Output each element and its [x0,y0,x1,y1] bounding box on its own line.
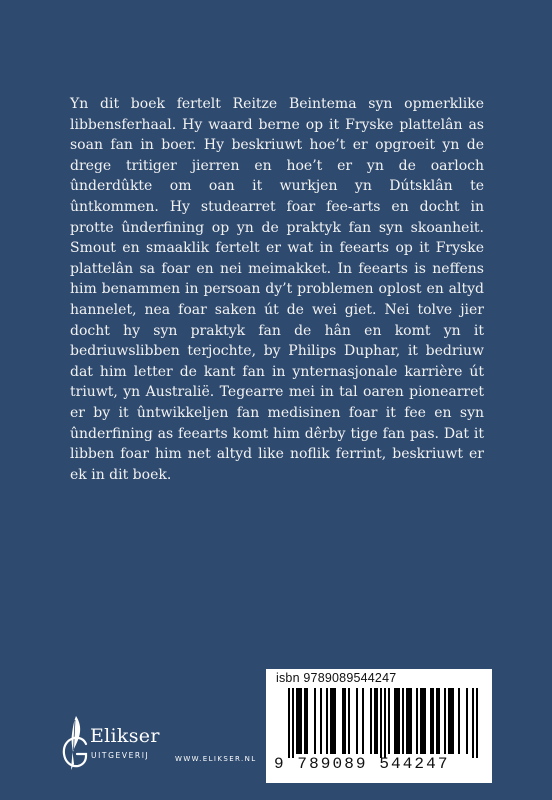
barcode-bar [458,688,460,754]
barcode-bar [304,688,306,754]
barcode-bar [388,688,390,754]
barcode-bar [326,688,328,754]
blurb-text: Yn dit boek fertelt Reitze Beintema syn opmerklike libbensferhaal. Hy waard berne op it Fryske plattelân as soan fan in boer. Hy beskriuwt hoe’t er opgroeit yn de drege tritiger jierren en hoe’t er yn de oarloch ûnderdûkte om oan it wurkjen yn Dútsklân te ûntkommen. Hy studearret foar fee-arts en docht in protte ûnderfining op yn de praktyk fan syn skoanheit. Smout en smaaklik fertelt er wat in feearts op it Fryske plattelân sa foar en nei meimakket. In feearts is neffens him benammen in persoan dy’t problemen oplost en altyd hannelet, nea foar saken út de wei giet. Nei tolve jier docht hy syn praktyk fan de hân en komt yn it bedriuwslibben terjochte, by Philips Duphar, it bedriuw dat him letter de kant fan in ynternasjonale karrière út triuwt, yn Australië. Tegearre mei in tal oaren pionearret er by it ûntwikkeljen fan medisinen foar it fee en syn ûnderfining as feearts komt him dêrby tige fan pas. Dat it libben foar him net altyd like noflik ferrint, beskriuwt er ek in dit boek. [70,96,484,483]
barcode-bar [320,688,322,754]
barcode-bar [356,688,358,754]
barcode-bar [376,688,378,754]
barcode-bar [406,688,408,754]
barcode-digits: 9 789089 544247 [274,755,450,773]
publisher-subtitle: UITGEVERIJ [91,751,150,760]
barcode-bar [402,688,404,754]
barcode-bar [410,688,412,754]
barcode-bar [466,688,468,754]
barcode-bar [448,688,450,754]
barcode-bar [472,688,474,758]
barcode-bar [424,688,426,754]
barcode-bar [332,688,334,754]
barcode-bar [330,688,332,754]
barcode-bars [266,688,492,758]
barcode-bar [452,688,454,754]
barcode-bar [306,688,308,754]
barcode-bar [394,688,396,754]
barcode-bar [342,688,344,754]
barcode-bar [416,688,418,754]
barcode-bar [476,688,478,758]
barcode-bar [314,688,316,754]
barcode-bar [334,688,336,754]
barcode-bar [374,688,376,754]
barcode-bar [380,688,382,758]
barcode-bar [298,688,300,754]
barcode-bar [444,688,446,754]
publisher-logo [60,714,180,776]
barcode-bar [362,688,364,754]
barcode-bar [432,688,434,754]
barcode-bar [430,688,432,754]
barcode-bar [296,688,298,754]
barcode-bar [422,688,424,754]
barcode-bar [292,688,294,758]
barcode-bar [300,688,302,754]
barcode-bar [438,688,440,754]
barcode-bar [408,688,410,754]
quill-g-icon [60,714,94,776]
barcode-bar [396,688,398,754]
barcode-bar [288,688,290,758]
publisher-website: WWW.ELIKSER.NL [175,755,257,763]
barcode-bar [384,688,386,758]
barcode-bar [450,688,452,754]
barcode-bar [420,688,422,754]
barcode-bar [398,688,400,754]
barcode-bar [370,688,372,754]
barcode-bar [348,688,350,754]
isbn-label: isbn 9789089544247 [276,671,397,685]
barcode-bar [436,688,438,754]
barcode-bar [344,688,346,754]
publisher-name: Elikser [90,725,160,747]
isbn-barcode [266,669,492,783]
